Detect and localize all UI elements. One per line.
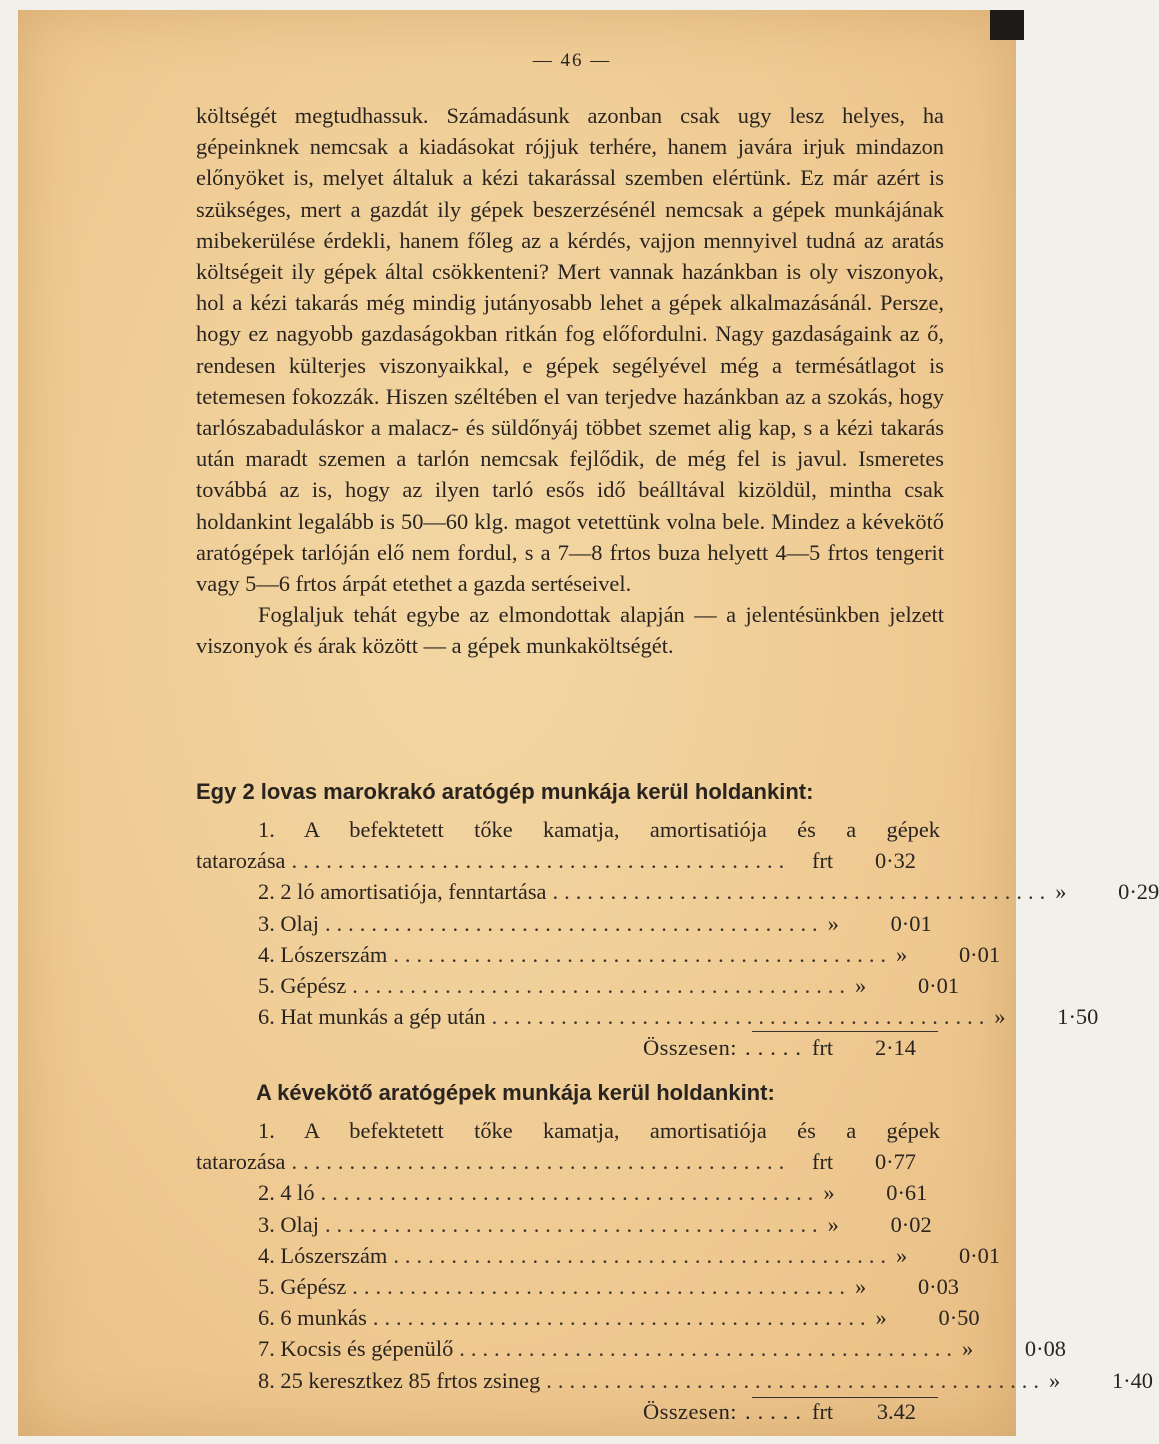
cost-unit: »	[896, 941, 908, 967]
leader-dots: ...........................................	[491, 1004, 991, 1030]
cost-label: 8. 25 keresztkez 85 frtos zsineg	[258, 1367, 541, 1393]
cost-label: 6. Hat munkás a gép után	[258, 1004, 486, 1030]
section-2-item-1-first-line: 1. A befektetett tőke kamatja, amortisatiója és a gépek	[258, 1118, 940, 1143]
cost-value: 0·29	[1118, 879, 1159, 905]
total-value: 2·14	[874, 1035, 916, 1061]
cost-unit: frt	[812, 1149, 834, 1175]
cost-row	[196, 1209, 932, 1240]
cost-value: 0·01	[890, 910, 932, 936]
cost-unit: frt	[812, 848, 834, 874]
cost-label: 2. 2 ló amortisatiója, fenntartása	[258, 879, 547, 905]
cost-unit: »	[896, 1242, 908, 1268]
cost-label: tatarozása	[196, 848, 286, 874]
section-2-list	[196, 1115, 1153, 1427]
total-label: Összesen:	[642, 1035, 737, 1061]
total-unit: frt	[812, 1035, 834, 1061]
cost-row	[196, 908, 932, 939]
section-1-item-1-first-line: 1. A befektetett tőke kamatja, amortisatiója és a gépek	[258, 817, 940, 842]
leader-dots: .....	[745, 1035, 808, 1061]
leader-dots: ...........................................	[372, 1305, 872, 1331]
cost-label: tatarozása	[196, 1149, 286, 1175]
paragraph-2: Foglaljuk tehát egybe az elmondottak alapján — a jelentésünkben jelzett viszonyok és árak között — a gépek munkaköltségét.	[196, 602, 944, 659]
cost-row	[196, 970, 959, 1001]
sum-rule	[752, 1397, 938, 1398]
leader-dots: ...........................................	[546, 1367, 1045, 1393]
total-row	[196, 1396, 916, 1427]
leader-dots: ...........................................	[324, 1211, 824, 1237]
cost-label: 2. 4 ló	[258, 1180, 315, 1206]
leader-dots: ...........................................	[552, 879, 1052, 905]
leader-dots: .....	[745, 1398, 808, 1424]
cost-label: 3. Olaj	[258, 1211, 319, 1237]
cost-value: 0·03	[917, 1273, 959, 1299]
cost-unit: »	[827, 910, 839, 936]
paragraph-1: költségét megtudhassuk. Számadásunk azonban csak ugy lesz helyes, ha gépeinknek nemcsak a kiadásokat rójjuk terhére, hanem javára irjuk mindazon előnyöket is, melyet általuk a kézi takarással szemben elértünk. Ez már azért is szükséges, mert a gazdát ily gépek beszerzésénél nemcsak a gépek munkájának mibekerülése érdekli, hanem főleg az a kérdés, vajjon mennyivel tudná az aratás költségeit ily gépek által csökkenteni? Mert vannak hazánkban is oly viszonyok, hol a kézi takarás még mindig jutányosabb lehet a gépek alkalmazásánál. Persze, hogy ez nagyobb gazdaságokban ritkán fog előfordulni. Nagy gazdaságaink az ő, rendesen külterjes viszonyaikkal, e gépek segélyével még a termésátlagot is tetemesen fokozzák. Hiszen széltében el van terjedve hazánkban az a szokás, hogy tarlószabaduláskor a malacz- és süldőnyáj többet szemet alig kap, s a kézi takarás után maradt szemen a tarlón nemcsak fejlődik, de még fel is javul. Ismeretes továbbá az is, hogy az ilyen tarló esős idő beálltával kizöldül, mintha csak holdankint legalább is 50—60 klg. magot vetettünk volna bele. Mindez a kévekötő aratógépek tarlóján elő nem fordul, s a 7—8 frtos buza helyett 4—5 frtos tengerit vagy 5—6 frtos árpát etethet a gazda sertéseivel.	[196, 103, 944, 597]
cost-row	[196, 1177, 928, 1208]
leader-dots: ...........................................	[352, 972, 851, 998]
body-text	[196, 100, 944, 662]
cost-row	[196, 1240, 1001, 1271]
cost-value: 0·50	[938, 1305, 980, 1331]
cost-row	[196, 876, 1159, 907]
cost-label: 4. Lószerszám	[258, 941, 388, 967]
leader-dots: ...........................................	[320, 1180, 820, 1206]
cost-value: 0·61	[886, 1180, 928, 1206]
leader-dots: ...........................................	[352, 1273, 851, 1299]
cost-row	[196, 1365, 1153, 1396]
cost-unit: »	[855, 972, 867, 998]
cost-label: 4. Lószerszám	[258, 1242, 388, 1268]
sum-rule	[752, 1031, 938, 1032]
page-edge-shadow	[990, 10, 1024, 40]
section-2-title: A kévekötő aratógépek munkája kerül holdankint:	[256, 1080, 775, 1105]
cost-row	[196, 1146, 916, 1177]
cost-unit: »	[1048, 1367, 1061, 1393]
cost-label: 5. Gépész	[258, 972, 347, 998]
cost-label: 7. Kocsis és gépenülő	[258, 1336, 454, 1362]
total-label: Összesen:	[642, 1398, 737, 1424]
cost-row	[196, 1271, 959, 1302]
cost-row	[196, 939, 1001, 970]
cost-value: 0·01	[958, 941, 1001, 967]
cost-label: 6. 6 munkás	[258, 1305, 367, 1331]
cost-row	[196, 1302, 980, 1333]
cost-unit: »	[961, 1336, 974, 1362]
total-row	[196, 1032, 916, 1063]
cost-value: 0·08	[1024, 1336, 1066, 1362]
cost-value: 0·01	[958, 1242, 1001, 1268]
section-1-title: Egy 2 lovas marokrakó aratógép munkája kerül holdankint:	[196, 779, 814, 804]
cost-value: 0·01	[917, 972, 959, 998]
cost-unit: »	[875, 1305, 887, 1331]
cost-unit: »	[855, 1273, 867, 1299]
cost-unit: »	[1055, 879, 1067, 905]
leader-dots: ...........................................	[291, 1149, 791, 1175]
cost-value: 0·02	[890, 1211, 932, 1237]
cost-unit: »	[827, 1211, 839, 1237]
cost-unit: »	[823, 1180, 835, 1206]
cost-value: 0·32	[874, 848, 916, 874]
total-value: 3.42	[876, 1398, 916, 1424]
cost-unit: »	[994, 1004, 1006, 1030]
cost-value: 1·50	[1057, 1004, 1099, 1030]
total-unit: frt	[812, 1398, 834, 1424]
section-1-list	[196, 814, 1159, 1064]
cost-label: 5. Gépész	[258, 1273, 347, 1299]
leader-dots: ...........................................	[393, 1242, 893, 1268]
leader-dots: ...........................................	[459, 1336, 958, 1362]
leader-dots: ...........................................	[291, 848, 791, 874]
cost-value: 0·77	[874, 1149, 916, 1175]
cost-row	[196, 1333, 1066, 1364]
cost-row	[196, 845, 916, 876]
page-number: — 46 —	[532, 50, 612, 71]
cost-value: 1·40	[1111, 1367, 1153, 1393]
cost-row	[196, 1001, 1099, 1032]
cost-label: 3. Olaj	[258, 910, 319, 936]
leader-dots: ...........................................	[393, 941, 893, 967]
leader-dots: ...........................................	[324, 910, 824, 936]
